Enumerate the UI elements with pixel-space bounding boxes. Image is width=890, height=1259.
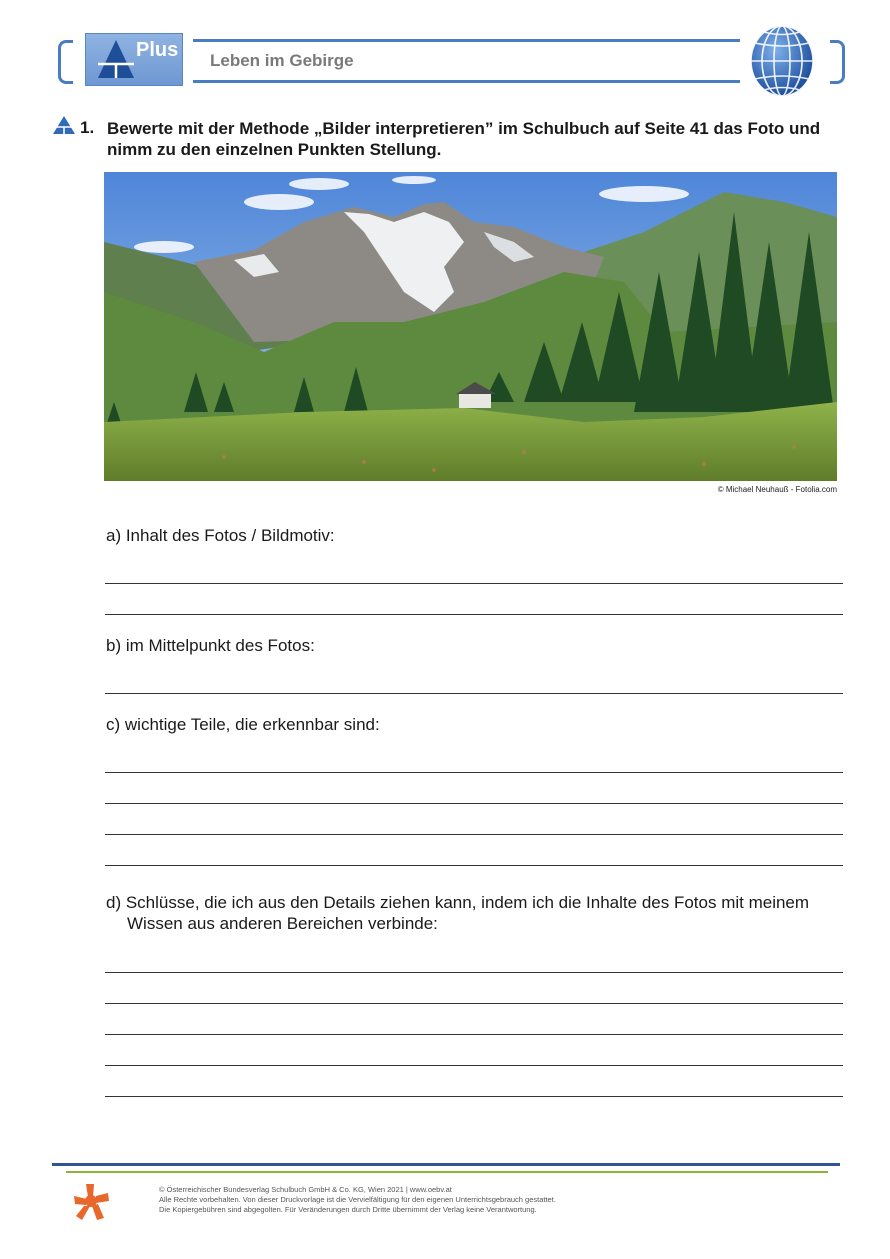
answer-line[interactable] bbox=[105, 583, 843, 584]
globe-icon bbox=[748, 23, 816, 99]
footer-line-1: © Österreichischer Bundesverlag Schulbuch GmbH & Co. KG, Wien 2021 | www.oebv.at bbox=[159, 1185, 452, 1194]
plus-logo bbox=[85, 33, 183, 86]
header-bracket-right bbox=[830, 40, 845, 84]
answer-line[interactable] bbox=[105, 972, 843, 973]
question-a: a) Inhalt des Fotos / Bildmotiv: bbox=[106, 526, 335, 545]
footer-rule-green bbox=[66, 1171, 828, 1173]
answer-line[interactable] bbox=[105, 614, 843, 615]
answer-line[interactable] bbox=[105, 1003, 843, 1004]
question-d: d) Schlüsse, die ich aus den Details ziehen kann, indem ich die Inhalte des Fotos mit meinem Wissen aus anderen Bereichen verbinde: bbox=[106, 893, 810, 933]
footer-copyright bbox=[159, 1185, 759, 1215]
page-title: Leben im Gebirge bbox=[210, 51, 354, 70]
task-instruction: Bewerte mit der Methode „Bilder interpretieren” im Schulbuch auf Seite 41 das Foto und nimm zu den einzelnen Punkten Stellung. bbox=[107, 119, 821, 159]
footer-rule-blue bbox=[52, 1163, 840, 1166]
publisher-logo-icon bbox=[72, 1182, 110, 1222]
answer-line[interactable] bbox=[105, 1034, 843, 1035]
task-number: 1. bbox=[80, 118, 95, 137]
answer-line[interactable] bbox=[105, 693, 843, 694]
answer-line[interactable] bbox=[105, 803, 843, 804]
answer-line[interactable] bbox=[105, 1096, 843, 1097]
answer-line[interactable] bbox=[105, 865, 843, 866]
question-c: c) wichtige Teile, die erkennbar sind: bbox=[106, 715, 380, 734]
answer-line[interactable] bbox=[105, 772, 843, 773]
answer-line[interactable] bbox=[105, 1065, 843, 1066]
photo-credit: © Michael Neuhauß - Fotolia.com bbox=[717, 485, 837, 494]
footer-line-2: Alle Rechte vorbehalten. Von dieser Druckvorlage ist die Vervielfältigung für den eigenen Unterrichtsgebrauch gestattet. bbox=[159, 1195, 556, 1204]
question-b: b) im Mittelpunkt des Fotos: bbox=[106, 636, 315, 655]
header-bracket-left bbox=[58, 40, 73, 84]
mountain-photo bbox=[104, 172, 837, 481]
pyramid-icon bbox=[94, 38, 138, 80]
header-title-bar bbox=[193, 39, 740, 83]
footer-line-3: Die Kopiergebühren sind abgegolten. Für Veränderungen durch Dritte übernimmt der Verlag keine Verantwortung. bbox=[159, 1205, 537, 1214]
answer-line[interactable] bbox=[105, 834, 843, 835]
pyramid-bullet-icon bbox=[53, 116, 75, 134]
logo-text: Plus bbox=[136, 39, 179, 61]
